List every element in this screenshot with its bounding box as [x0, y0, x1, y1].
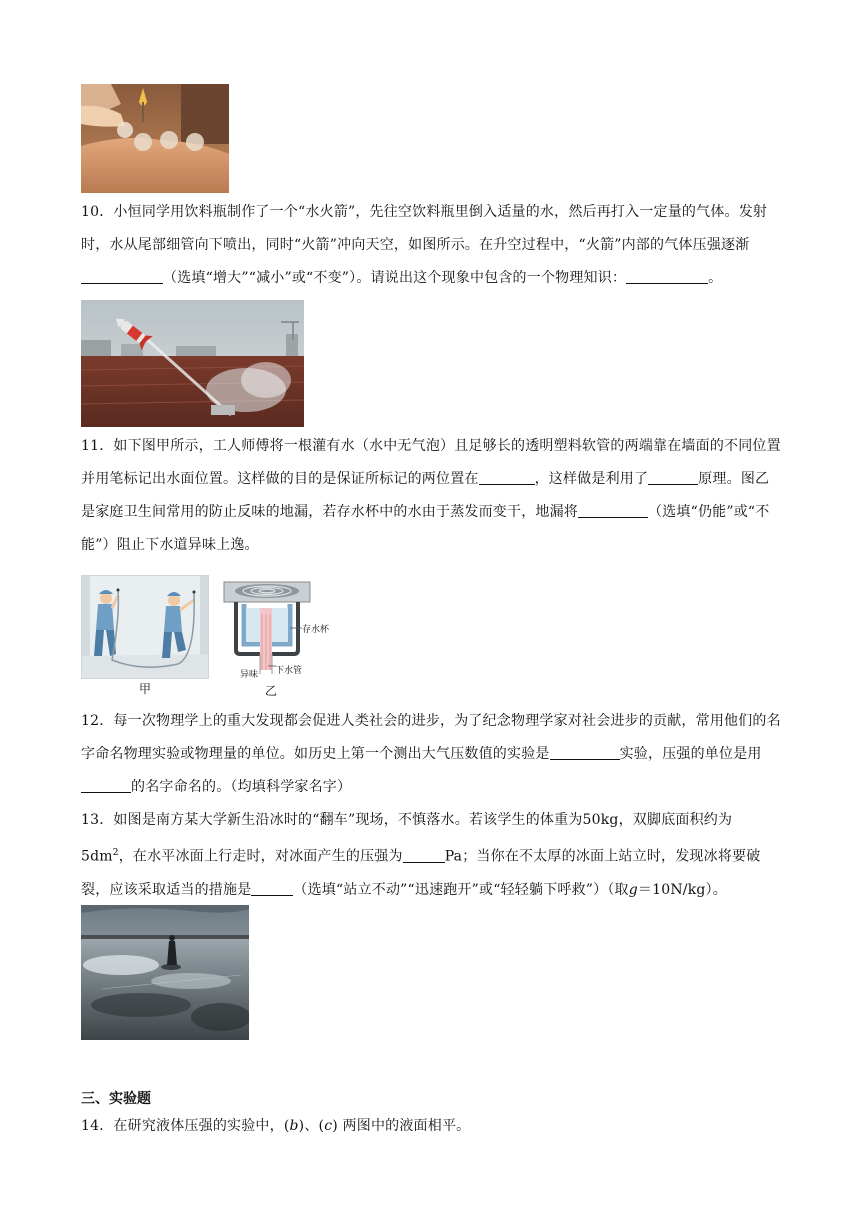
question-10 — [81, 196, 781, 295]
question-text: 如图是南方某大学新生沿冰时的“翻车”现场，不慎落水。若该学生的体重为50kg，双脚底面积约为5dm — [81, 812, 733, 865]
question-number: 11． — [81, 438, 114, 454]
superscript: 2 — [112, 848, 119, 858]
question-text: 实验，压强的单位是用 — [619, 746, 762, 762]
drain-label-cup: 存水杯 — [302, 625, 330, 635]
question-text: )、( — [298, 1118, 325, 1134]
question-11 — [81, 430, 781, 562]
variable-c: c — [324, 1118, 333, 1134]
question-text: 如下图甲所示，工人师傅将一根灌有水（水中无气泡）且足够长的透明塑料软管的两端靠在墙面的不同位置并用笔标记出水面位置。这样做的目的是保证所标记的两位置在 — [81, 438, 781, 487]
question-text: 小恒同学用饮料瓶制作了一个“水火箭”，先往空饮料瓶里倒入适量的水，然后再打入一定量的气体。发射时，水从尾部细管向下喷出，同时“火箭”冲向天空，如图所示。在升空过程中，“火箭”内部的气体压强逐渐 — [81, 204, 768, 253]
question-text: （选填“仍能”或“不能”）阻止下水道异味上逸。 — [81, 504, 770, 553]
cupping-photo — [81, 84, 229, 193]
question-14 — [81, 1110, 781, 1143]
figure-jia-workers — [81, 575, 209, 679]
figure-yi-caption: 乙 — [265, 684, 278, 698]
section-title: 三、实验题 — [81, 1091, 151, 1107]
answer-blank[interactable] — [648, 470, 698, 485]
question-text: ，在水平冰面上行走时，对冰面产生的压强为 — [118, 848, 403, 865]
question-text: （选填“增大”“减小”或“不变”）。请说出这个现象中包含的一个物理知识： — [163, 270, 627, 286]
variable-b: b — [289, 1118, 299, 1134]
answer-blank[interactable] — [550, 745, 620, 760]
question-text: 原理。图乙是家庭卫生间常用的防止反味的地漏，若存水杯中的水由于蒸发而变干，地漏将 — [81, 471, 770, 520]
question-text: ＝10N/kg）。 — [637, 881, 727, 898]
answer-blank[interactable] — [81, 778, 131, 793]
variable-g: g — [628, 881, 638, 898]
question-number: 13． — [81, 812, 114, 828]
drain-label-odor: 异味 — [240, 670, 259, 680]
question-text: 在研究液体压强的实验中，( — [113, 1118, 290, 1134]
question-text: Pa；当你在不太厚的冰面上站立时，发现冰将要破裂，应该采取适当的措施是 — [81, 848, 761, 898]
question-text: （选填“站立不动”“迅速跑开”或“轻轻躺下呼救”）（取 — [293, 881, 629, 898]
question-text: 的名字命名的。（均填科学家名字） — [131, 779, 352, 795]
answer-blank[interactable] — [626, 269, 708, 284]
answer-blank[interactable] — [403, 848, 445, 863]
answer-blank[interactable] — [578, 503, 648, 518]
ice-photo — [81, 905, 249, 1040]
answer-blank[interactable] — [251, 881, 293, 896]
question-number: 12． — [81, 713, 114, 729]
answer-blank[interactable] — [479, 470, 535, 485]
water-rocket-photo — [81, 300, 304, 427]
question-text: ) 两图中的液面相平。 — [332, 1118, 471, 1134]
question-text: ，这样做是利用了 — [534, 471, 649, 487]
question-text: 每一次物理学上的重大发现都会促进人类社会的进步，为了纪念物理学家对社会进步的贡献，常用他们的名字命名物理实验或物理量的单位。如历史上第一个测出大气压数值的实验是 — [81, 713, 781, 762]
question-number: 14． — [81, 1118, 114, 1134]
figure-jia-caption: 甲 — [139, 682, 152, 696]
question-text: 。 — [708, 270, 723, 286]
answer-blank[interactable] — [81, 269, 163, 284]
question-13 — [81, 804, 781, 907]
question-12 — [81, 705, 781, 804]
drain-label-pipe: 下水管 — [275, 666, 303, 676]
question-number: 10． — [81, 204, 114, 220]
